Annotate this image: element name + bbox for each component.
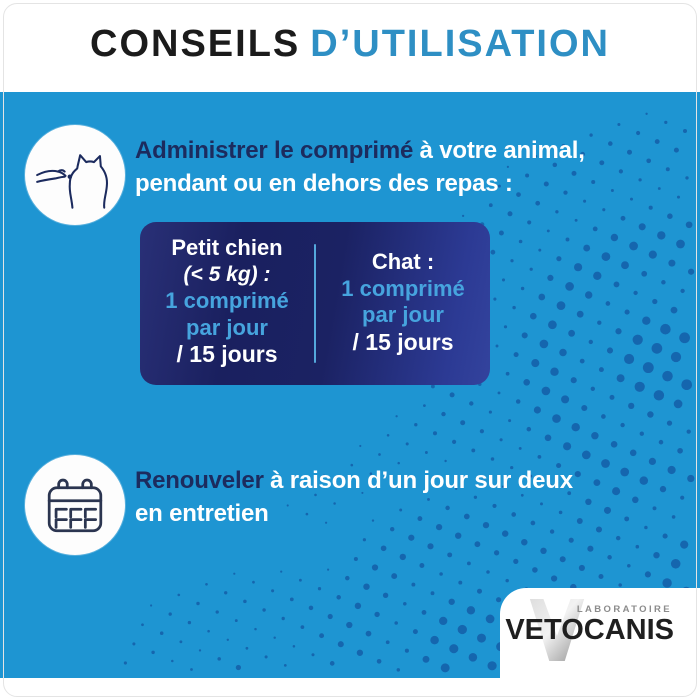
dog-dose-line2: par jour bbox=[186, 314, 268, 340]
dosage-box bbox=[140, 222, 490, 385]
title-black-part: CONSEILS bbox=[90, 23, 301, 65]
dog-weight: (< 5 kg) : bbox=[183, 262, 271, 286]
usage-panel bbox=[0, 92, 700, 678]
step-renew-rest: à raison d’un jour sur deux bbox=[263, 467, 573, 494]
step-renew-line2: en entretien bbox=[135, 500, 269, 527]
cat-name: Chat : bbox=[371, 249, 435, 274]
dosage-dog-column bbox=[140, 222, 314, 385]
title-blue-part: D’UTILISATION bbox=[310, 23, 610, 65]
step-renew-line1 bbox=[135, 464, 605, 497]
dog-duration: / 15 jours bbox=[176, 341, 278, 367]
hand-feeding-pet-icon bbox=[32, 132, 118, 218]
calendar-icon bbox=[32, 462, 118, 548]
dosage-cat-column bbox=[316, 222, 490, 385]
logo-brand-label: VETOCANIS bbox=[505, 614, 674, 646]
feeding-icon-circle bbox=[25, 125, 125, 225]
cat-duration: / 15 jours bbox=[352, 328, 454, 355]
step-administer-lead: Administrer le comprimé bbox=[135, 137, 414, 164]
step-renew-text bbox=[135, 464, 605, 530]
cat-dose-line2: par jour bbox=[362, 302, 444, 327]
vetocanis-logo bbox=[496, 599, 674, 679]
step-administer-line2: pendant ou en dehors des repas : bbox=[135, 170, 513, 197]
step-administer-text bbox=[135, 134, 605, 200]
dog-dose-line1: 1 comprimé bbox=[165, 288, 289, 313]
step-administer-rest: à votre animal, bbox=[413, 137, 585, 164]
cat-dose-line1: 1 comprimé bbox=[341, 275, 465, 301]
step-renew-lead: Renouveler bbox=[135, 467, 264, 494]
calendar-icon-circle bbox=[25, 455, 125, 555]
logo-laboratoire-label: LABORATOIRE bbox=[576, 604, 672, 615]
step-administer-line1 bbox=[135, 134, 605, 167]
page-title bbox=[0, 14, 700, 74]
dog-name: Petit chien bbox=[171, 235, 283, 260]
